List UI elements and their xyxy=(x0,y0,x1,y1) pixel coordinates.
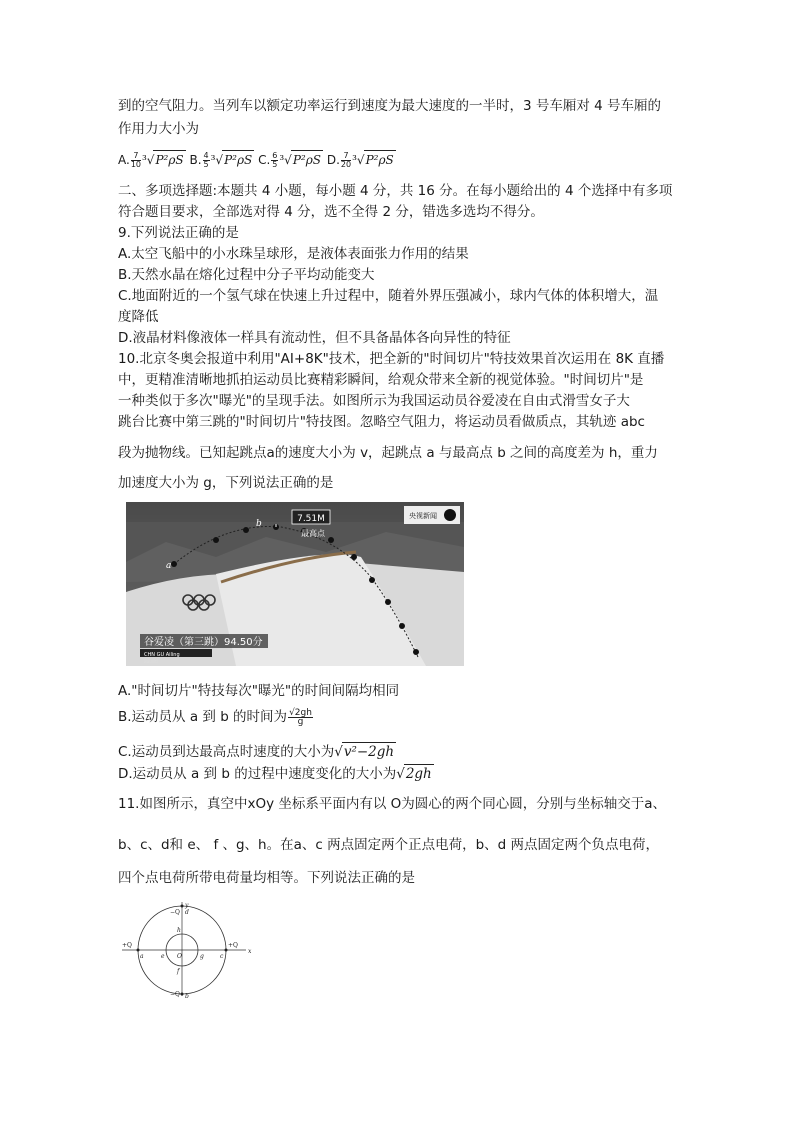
label-b: b xyxy=(256,519,262,529)
score-caption: 谷爱凌（第三跳）94.50分 xyxy=(144,637,263,648)
q10-line-1: 10.北京冬奥会报道中利用"AI+8K"技术，把全新的"时间切片"特技效果首次运用在 8K 直播 xyxy=(118,351,665,367)
q9-option-a: A.太空飞船中的小水珠呈球形，是液体表面张力作用的结果 xyxy=(118,246,469,262)
label-a: a xyxy=(140,953,144,960)
label-origin: O xyxy=(177,953,182,960)
q10-line-6: 加速度大小为 g，下列说法正确的是 xyxy=(118,475,334,491)
q8-options xyxy=(118,150,396,169)
q8-option-c: C. $\frac{6}{5}$ ³√P²ρS xyxy=(258,151,322,169)
q8-line-1: 到的空气阻力。当列车以额定功率运行到速度为最大速度的一半时，3 号车厢对 4 号车厢的 xyxy=(118,98,662,114)
concentric-circles-charge-diagram xyxy=(118,900,258,1000)
q10-option-d: D.运动员从 a 到 b 的过程中速度变化的大小为√2gh xyxy=(118,766,432,782)
small-caption: Bauxiti xyxy=(144,659,158,664)
q9-option-c-line-1: C.地面附近的一个氢气球在快速上升过程中，随着外界压强减小，球内气体的体积增大，温 xyxy=(118,288,659,304)
q10-option-b: B.运动员从 a 到 b 的时间为 $\frac{√2gh}{g}$ xyxy=(118,707,312,727)
label-h: h xyxy=(177,927,181,934)
q11-line-3: 四个点电荷所带电荷量均相等。下列说法正确的是 xyxy=(118,870,415,886)
section-2-line-2: 符合题目要求，全部选对得 4 分，选不全得 2 分，错选多选均不得分。 xyxy=(118,204,544,220)
q8-option-b: B. $\frac{4}{5}$ ³√P²ρS xyxy=(189,151,253,169)
label-d: d xyxy=(185,909,189,916)
q9-option-d: D.液晶材料像液体一样具有流动性，但不具备晶体各向异性的特征 xyxy=(118,330,511,346)
q9-option-b: B.天然水晶在熔化过程中分子平均动能变大 xyxy=(118,267,375,283)
label-e: e xyxy=(161,953,165,960)
label-f: f xyxy=(177,968,180,975)
q10-line-2: 中，更精准清晰地抓拍运动员比赛精彩瞬间，给观众带来全新的视觉体验。"时间切片"是 xyxy=(118,372,644,388)
q10-line-3: 一种类似于多次"曝光"的呈现手法。如图所示为我国运动员谷爱凌在自由式滑雪女子大 xyxy=(118,393,630,409)
q11-line-2: b、c、d和 e、 f 、g、h。在a、c 两点固定两个正点电荷，b、d 两点固定两个负点电荷， xyxy=(118,837,660,853)
section-2-line-1: 二、多项选择题:本题共 4 小题，每小题 4 分，共 16 分。在每小题给出的 4 个选择中有多项 xyxy=(118,183,673,199)
label-c: c xyxy=(220,953,224,960)
q10-line-5: 段为抛物线。已知起跳点a的速度大小为 v，起跳点 a 与最高点 b 之间的高度差为 h，重力 xyxy=(118,445,658,461)
label-b: b xyxy=(185,993,189,1000)
label-a: a xyxy=(166,561,172,571)
right-charge: +Q xyxy=(228,942,238,949)
q10-option-a: A."时间切片"特技每次"曝光"的时间间隔均相同 xyxy=(118,683,400,699)
q8-line-2: 作用力大小为 xyxy=(118,121,199,137)
bottom-charge: −Q xyxy=(170,991,180,998)
height-tag: 7.51M xyxy=(297,514,325,524)
top-charge: −Q xyxy=(170,909,180,916)
ski-jump-time-slice-photo xyxy=(126,502,464,666)
q10-line-4: 跳台比赛中第三跳的"时间切片"特技图。忽略空气阻力，将运动员看做质点，其轨迹 abc xyxy=(118,414,645,430)
q8-option-d: D. $\frac{7}{20}$ ³√P²ρS xyxy=(326,151,394,169)
left-charge: +Q xyxy=(122,942,132,949)
broadcaster-logo: 央视新闻 xyxy=(409,512,437,520)
q9-stem: 9.下列说法正确的是 xyxy=(118,225,239,241)
peak-label: 最高点 xyxy=(301,529,325,538)
q10-option-c: C.运动员到达最高点时速度的大小为√v²−2gh xyxy=(118,744,395,760)
q8-option-a: A. $\frac{7}{10}$ ³√P²ρS xyxy=(118,151,184,169)
q9-option-c-line-2: 度降低 xyxy=(118,309,159,325)
label-y: y xyxy=(185,902,189,909)
label-g: g xyxy=(200,953,204,960)
athlete-caption: CHN GU Ailing xyxy=(144,652,180,658)
q11-line-1: 11.如图所示，真空中xOy 坐标系平面内有以 O为圆心的两个同心圆，分别与坐标轴交于a、 xyxy=(118,796,667,812)
label-x: x xyxy=(248,948,252,955)
